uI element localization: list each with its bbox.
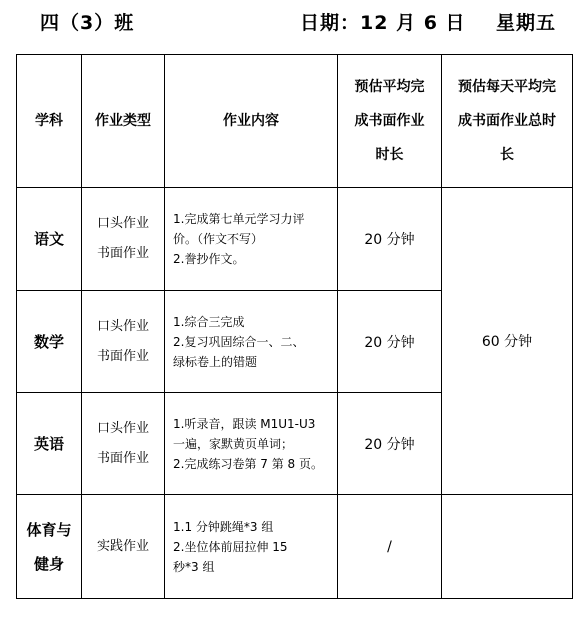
table-row [17,188,573,291]
col-header-total-duration [442,55,573,188]
col-header-avg-duration-line3: 时长 [375,147,404,163]
page-header [0,0,588,48]
col-header-avg-duration-line2: 成书面作业 [354,113,425,129]
col-header-total-duration-line3: 长 [500,147,514,163]
subject-cell [17,495,82,599]
total-duration-cell: 60 分钟 [442,188,573,495]
col-header-content: 作业内容 [165,55,338,188]
type-cell [82,188,165,291]
content-cell: 1.1 分钟跳绳*3 组 2.坐位体前屈拉伸 15 秒*3 组 [165,495,338,599]
empty-cell [442,495,573,599]
type-cell [82,291,165,393]
type-label: 书面作业 [96,246,149,261]
subject-cell: 语文 [17,188,82,291]
type-label: 口头作业 [96,420,149,436]
duration-cell: / [338,495,442,599]
subject-line: 健身 [33,554,64,573]
duration-cell: 20 分钟 [338,291,442,393]
class-name: 四（3）班 [40,12,135,34]
content-cell: 1.完成第七单元学习力评 价。（作文不写） 2.誊抄作文。 [165,188,338,291]
type-label: 书面作业 [96,450,149,466]
table-header-row [17,55,573,188]
col-header-total-duration-line1: 预估每天平均完 [458,79,556,95]
homework-table [16,54,573,599]
col-header-avg-duration-line1: 预估平均完 [354,79,425,95]
subject-cell: 英语 [17,393,82,495]
type-label: 口头作业 [96,318,149,334]
col-header-avg-duration [338,55,442,188]
table-row [17,495,573,599]
content-cell: 1.综合三完成 2.复习巩固综合一、二、 绿标卷上的错题 [165,291,338,393]
col-header-type: 作业类型 [82,55,165,188]
type-label: 口头作业 [96,216,149,231]
col-header-total-duration-line2: 成书面作业总时 [458,113,556,129]
subject-cell: 数学 [17,291,82,393]
duration-cell: 20 分钟 [338,393,442,495]
duration-cell: 20 分钟 [338,188,442,291]
content-cell: 1.听录音，跟读 M1U1-U3 一遍，家默黄页单词； 2.完成练习卷第 7 第 8 页。 [165,393,338,495]
col-header-subject: 学科 [17,55,82,188]
type-cell [82,393,165,495]
date-line: 日期：12 月 6 日 星期五 [300,12,556,34]
type-label: 书面作业 [96,348,149,364]
type-label: 实践作业 [96,538,149,554]
subject-line: 体育与 [26,520,72,539]
type-cell [82,495,165,599]
